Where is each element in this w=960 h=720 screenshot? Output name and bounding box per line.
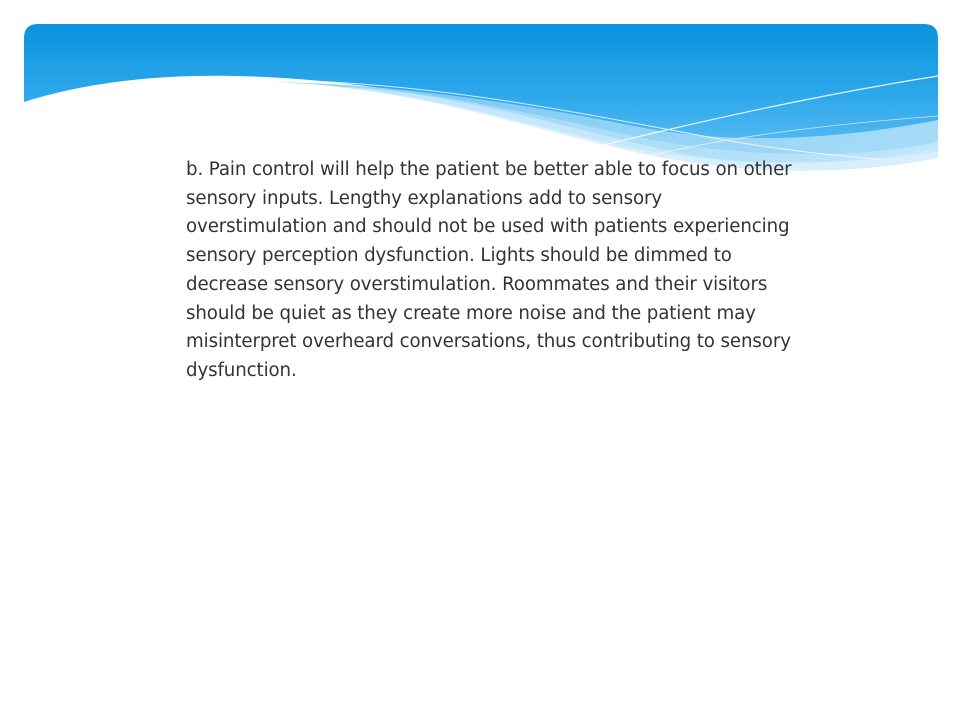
wave-band-dark <box>24 24 938 154</box>
slide-body-text: b. Pain control will help the patient be better able to focus on other sensory inputs. Lengthy explanations add to sensory overstimulation and should not be used with patients experiencing sensory perception dysfunction. Lights should be dimmed to decrease sensory overstimulation. Roommates and their visitors should be quiet as they create more noise and the patient may misinterpret overheard conversations, thus contributing to sensory dysfunction. <box>186 159 792 381</box>
header-wave-banner <box>24 24 938 174</box>
